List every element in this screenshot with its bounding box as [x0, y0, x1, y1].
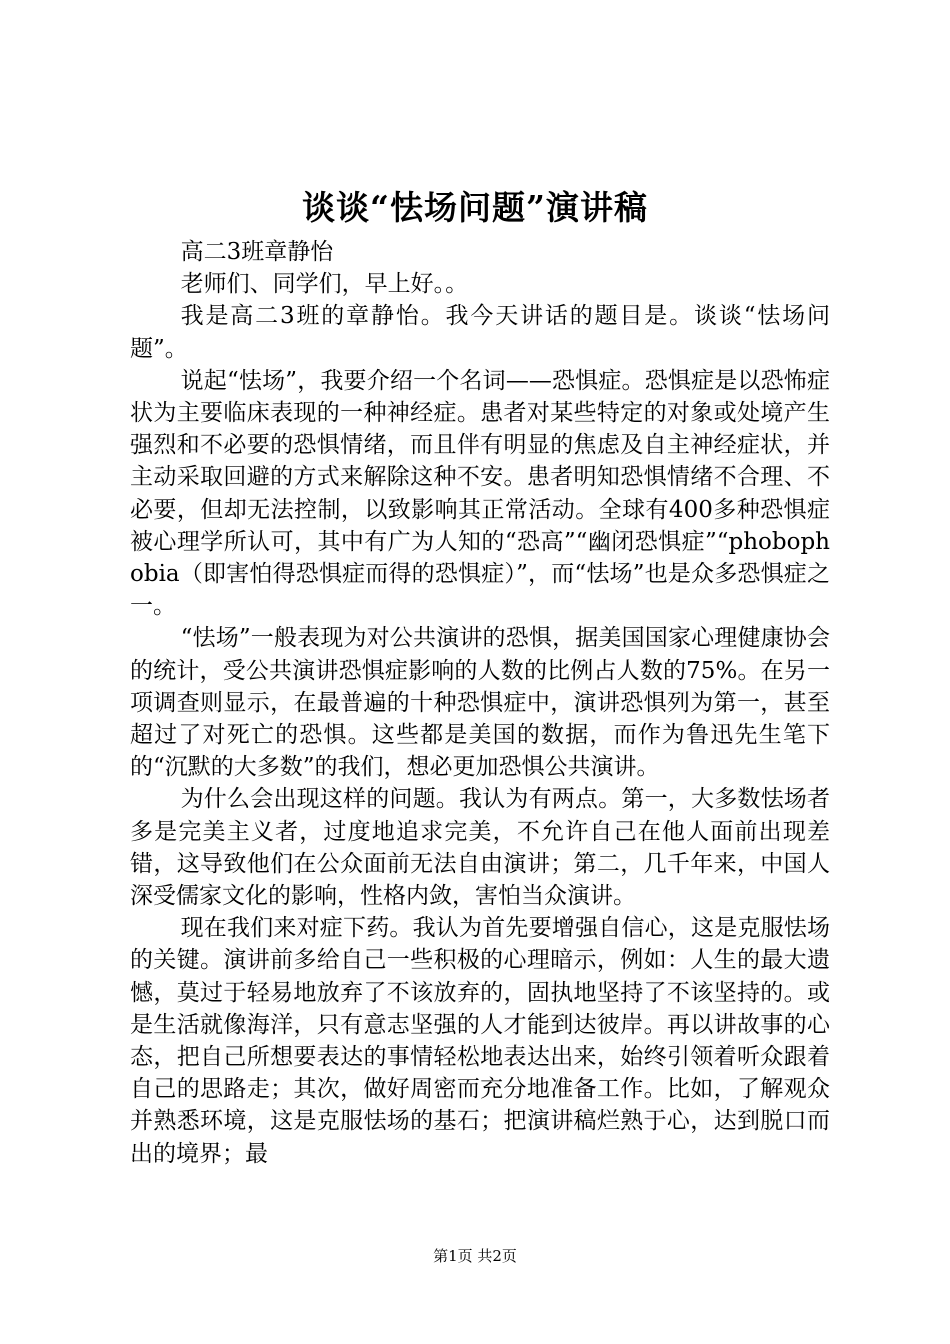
causes-paragraph: 为什么会出现这样的问题。我认为有两点。第一，大多数怯场者多是完美主义者，过度地追求完美，不允许自己在他人面前出现差错，这导致他们在公众面前无法自由演讲；第二，几千年来，中国人深受儒家文化的影响，性格内敛，害怕当众演讲。	[130, 786, 830, 910]
greeting-paragraph: 老师们、同学们，早上好。。	[180, 271, 469, 298]
document-title: 谈谈“怯场问题”演讲稿	[302, 188, 648, 227]
stage-fright-statistics-paragraph: “怯场”一般表现为对公共演讲的恐惧，据美国国家心理健康协会的统计，受公共演讲恐惧症影响的人数的比例占人数的75%。在另一项调查则显示，在最普遍的十种恐惧症中，演讲恐惧列为第一，甚至超过了对死亡的恐惧。这些都是美国的数据，而作为鲁迅先生笔下的“沉默的大多数”的我们，想必更加恐惧公共演讲。	[130, 625, 830, 781]
phobia-definition-paragraph: 说起“怯场”，我要介绍一个名词——恐惧症。恐惧症是以恐怖症状为主要临床表现的一种神经症。患者对某些特定的对象或处境产生强烈和不必要的恐惧情绪，而且伴有明显的焦虑及自主神经症状，并主动采取回避的方式来解除这种不安。患者明知恐惧情绪不合理、不必要，但却无法控制，以致影响其正常活动。全球有400多种恐惧症被心理学所认可，其中有广为人知的“恐高”“幽闭恐惧症”“phobophobia（即害怕得恐惧症而得的恐惧症）”，而“怯场”也是众多恐惧症之一。	[130, 367, 830, 620]
document-body	[130, 236, 830, 1170]
author-line: 高二3班章静怡	[180, 239, 334, 265]
remedies-paragraph: 现在我们来对症下药。我认为首先要增强自信心，这是克服怯场的关键。演讲前多给自己一些积极的心理暗示，例如：人生的最大遗憾，莫过于轻易地放弃了不该放弃的，固执地坚持了不该坚持的。或是生活就像海洋，只有意志坚强的人才能到达彼岸。再以讲故事的心态，把自己所想要表达的事情轻松地表达出来，始终引领着听众跟着自己的思路走；其次，做好周密而充分地准备工作。比如，了解观众并熟悉环境，这是克服怯场的基石；把演讲稿烂熟于心，达到脱口而出的境界；最	[130, 915, 830, 1167]
page-number-footer: 第1页 共2页	[433, 1247, 517, 1265]
intro-paragraph: 我是高二3班的章静怡。我今天讲话的题目是。谈谈“怯场问题”。	[130, 303, 830, 362]
